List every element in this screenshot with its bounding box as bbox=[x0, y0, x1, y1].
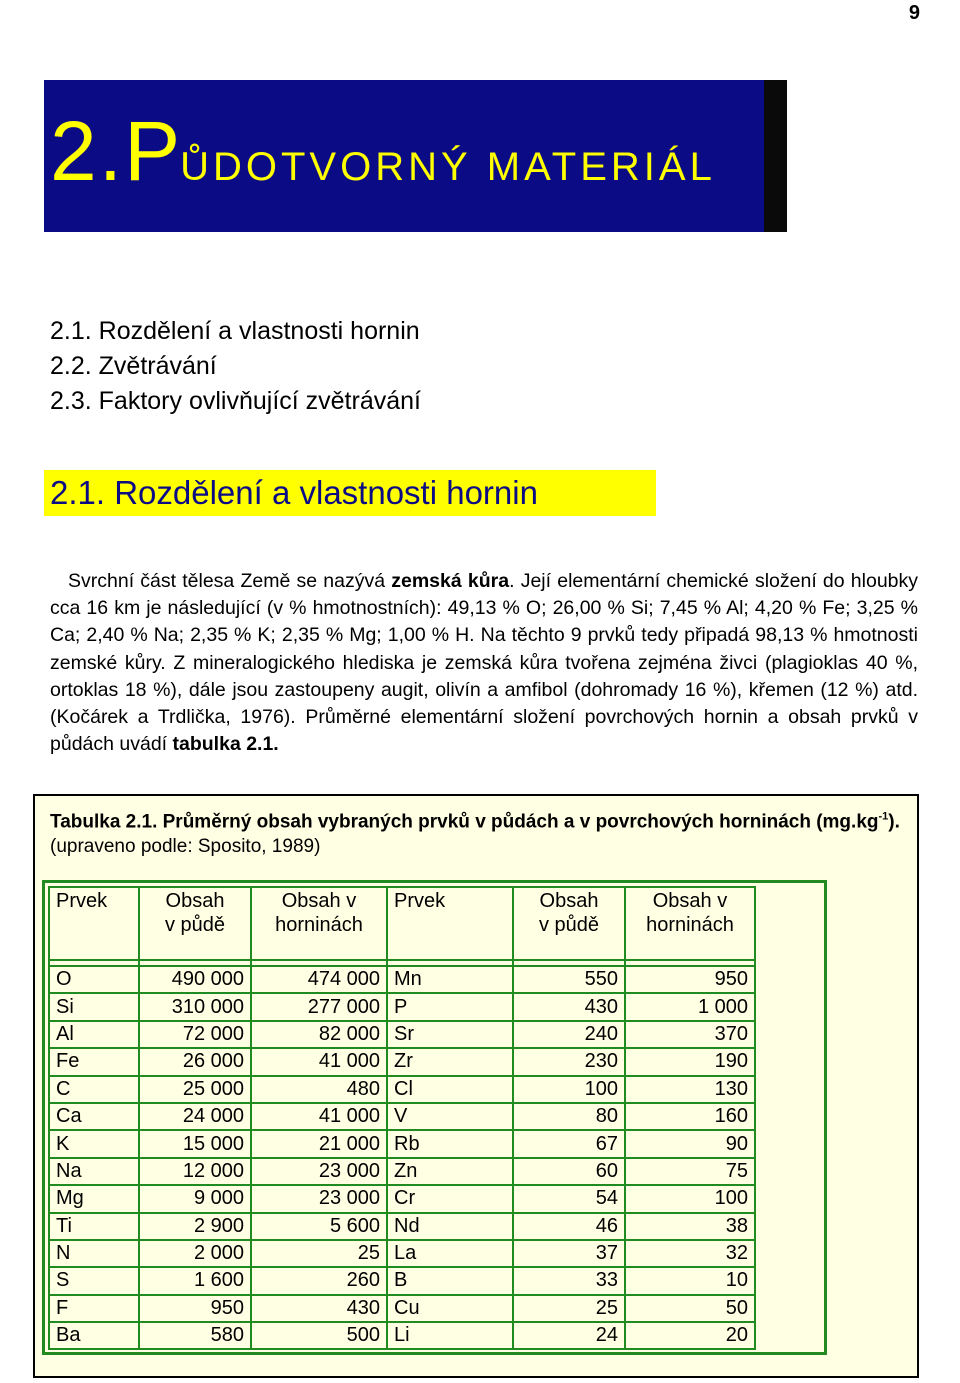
table-cell: 50 bbox=[625, 1295, 755, 1322]
table-cell: Nd bbox=[387, 1213, 513, 1240]
table-cell: 25 bbox=[251, 1240, 387, 1267]
table-cell: Al bbox=[49, 1021, 139, 1048]
table-cell: 37 bbox=[513, 1240, 625, 1267]
table-cell: 32 bbox=[625, 1240, 755, 1267]
table-header-row bbox=[49, 887, 755, 960]
table-cell: 500 bbox=[251, 1322, 387, 1349]
table-cell: 26 000 bbox=[139, 1048, 251, 1075]
table-cell: 67 bbox=[513, 1130, 625, 1157]
table-caption bbox=[50, 805, 910, 859]
table-cell: 90 bbox=[625, 1130, 755, 1157]
table-cell: 15 000 bbox=[139, 1130, 251, 1157]
table-cell: Ti bbox=[49, 1213, 139, 1240]
table-cell: 46 bbox=[513, 1213, 625, 1240]
table-cell: 9 000 bbox=[139, 1185, 251, 1212]
table-cell: B bbox=[387, 1267, 513, 1294]
header-cell bbox=[625, 887, 755, 960]
table-cell: Si bbox=[49, 993, 139, 1020]
table-cell: Mg bbox=[49, 1185, 139, 1212]
paragraph-text: Svrchní část tělesa Země se nazývá bbox=[68, 570, 392, 592]
table-cell: 60 bbox=[513, 1158, 625, 1185]
table-cell: 25 000 bbox=[139, 1076, 251, 1103]
table-cell: 190 bbox=[625, 1048, 755, 1075]
table-cell: 950 bbox=[625, 966, 755, 993]
table-cell: 310 000 bbox=[139, 993, 251, 1020]
table-cell: Ca bbox=[49, 1103, 139, 1130]
table-cell: 82 000 bbox=[251, 1021, 387, 1048]
table-cell: Rb bbox=[387, 1130, 513, 1157]
table-row bbox=[49, 1021, 755, 1048]
table-row bbox=[49, 1185, 755, 1212]
table-cell: Na bbox=[49, 1158, 139, 1185]
table-cell: 72 000 bbox=[139, 1021, 251, 1048]
table-cell: 1 600 bbox=[139, 1267, 251, 1294]
table-cell: 580 bbox=[139, 1322, 251, 1349]
table-cell: 41 000 bbox=[251, 1048, 387, 1075]
caption-bold-end: ). bbox=[888, 811, 900, 833]
table-row bbox=[49, 1322, 755, 1349]
table-cell: 24 bbox=[513, 1322, 625, 1349]
table-cell: 100 bbox=[625, 1185, 755, 1212]
table-cell: S bbox=[49, 1267, 139, 1294]
table-cell: P bbox=[387, 993, 513, 1020]
table-row bbox=[49, 1048, 755, 1075]
header-line: Obsah v bbox=[281, 890, 357, 912]
table-cell: 100 bbox=[513, 1076, 625, 1103]
table-row bbox=[49, 1076, 755, 1103]
header-cell bbox=[513, 887, 625, 960]
table-row bbox=[49, 1295, 755, 1322]
table-cell: La bbox=[387, 1240, 513, 1267]
header-cell: Prvek bbox=[387, 887, 513, 960]
table-cell: 33 bbox=[513, 1267, 625, 1294]
table-cell: 12 000 bbox=[139, 1158, 251, 1185]
table-cell: 277 000 bbox=[251, 993, 387, 1020]
paragraph-table-reference: tabulka 2.1. bbox=[172, 733, 279, 756]
table-cell: C bbox=[49, 1076, 139, 1103]
table-cell: 474 000 bbox=[251, 966, 387, 993]
table-cell: 240 bbox=[513, 1021, 625, 1048]
table-cell: Zn bbox=[387, 1158, 513, 1185]
table-of-contents bbox=[50, 314, 421, 419]
header-line: v půdě bbox=[538, 914, 600, 936]
table-cell: 75 bbox=[625, 1158, 755, 1185]
chapter-title-rest: ŮDOTVORNÝ MATERIÁL bbox=[180, 145, 716, 189]
toc-item: 2.1. Rozdělení a vlastnosti hornin bbox=[50, 317, 420, 345]
table-cell: 950 bbox=[139, 1295, 251, 1322]
table-cell: 41 000 bbox=[251, 1103, 387, 1130]
table-cell: O bbox=[49, 966, 139, 993]
table-cell: 230 bbox=[513, 1048, 625, 1075]
table-cell: 370 bbox=[625, 1021, 755, 1048]
table-cell: Cr bbox=[387, 1185, 513, 1212]
table-cell: 430 bbox=[513, 993, 625, 1020]
table-cell: K bbox=[49, 1130, 139, 1157]
table-cell: Sr bbox=[387, 1021, 513, 1048]
table-cell: 10 bbox=[625, 1267, 755, 1294]
table-cell: Li bbox=[387, 1322, 513, 1349]
header-line: Obsah v bbox=[652, 890, 728, 912]
caption-superscript: -1 bbox=[878, 811, 889, 823]
body-paragraph bbox=[50, 568, 918, 758]
table-cell: Fe bbox=[49, 1048, 139, 1075]
table-cell: 2 900 bbox=[139, 1213, 251, 1240]
paragraph-text: . Její elementární chemické složení do hloubky cca 16 km je následující (v % hmotnostních): 49,13 % O; 26,00 % Si; 7,45 % Al; 4,20 % Fe; 3,25 % Ca; 2,40 % Na; 2,35 % K; 2,35 % Mg; 1,00 % H. Na těchto 9 prvků tedy připadá 98,13 % hmotnosti zemské kůry. Z mineralogického hlediska je zemská kůra tvořena zejména živci (plagioklas 40 %, ortoklas 18 %), dále jsou zastoupeny augit, olivín a amfibol (dohromady 16 %), křemen (12 %) atd. (Kočárek a Trdlička, 1976). Průměrné elementární složení povrchových hornin a obsah prvků v půdách uvádí bbox=[50, 570, 919, 756]
toc-item: 2.2. Zvětrávání bbox=[50, 352, 217, 380]
table-row bbox=[49, 993, 755, 1020]
table-cell: 160 bbox=[625, 1103, 755, 1130]
section-heading: 2.1. Rozdělení a vlastnosti hornin bbox=[44, 470, 656, 516]
caption-bold: Tabulka 2.1. Průměrný obsah vybraných prvků v půdách a v povrchových horninách (mg.kg bbox=[50, 811, 879, 833]
table-row bbox=[49, 1240, 755, 1267]
caption-source: (upraveno podle: Sposito, 1989) bbox=[50, 836, 321, 858]
table-cell: 2 000 bbox=[139, 1240, 251, 1267]
table-cell: Mn bbox=[387, 966, 513, 993]
table-cell: 80 bbox=[513, 1103, 625, 1130]
header-line: horninách bbox=[646, 914, 734, 936]
toc-item: 2.3. Faktory ovlivňující zvětrávání bbox=[50, 387, 421, 415]
table-cell: 5 600 bbox=[251, 1213, 387, 1240]
table-cell: F bbox=[49, 1295, 139, 1322]
chapter-title bbox=[50, 103, 716, 200]
table-cell: Zr bbox=[387, 1048, 513, 1075]
header-cell: Prvek bbox=[49, 887, 139, 960]
header-line: horninách bbox=[275, 914, 363, 936]
table-cell: 550 bbox=[513, 966, 625, 993]
table-cell: 490 000 bbox=[139, 966, 251, 993]
table-cell: 20 bbox=[625, 1322, 755, 1349]
table-cell: 130 bbox=[625, 1076, 755, 1103]
table-cell: 430 bbox=[251, 1295, 387, 1322]
page-number: 9 bbox=[908, 2, 920, 24]
header-line: v půdě bbox=[164, 914, 226, 936]
table-row bbox=[49, 966, 755, 993]
table-cell: 21 000 bbox=[251, 1130, 387, 1157]
header-cell bbox=[139, 887, 251, 960]
table-cell: 24 000 bbox=[139, 1103, 251, 1130]
table-row bbox=[49, 1267, 755, 1294]
table-cell: Cl bbox=[387, 1076, 513, 1103]
chapter-title-initial: P bbox=[124, 104, 181, 198]
header-line: Obsah bbox=[539, 890, 599, 912]
chapter-banner-shadow bbox=[764, 80, 787, 232]
table-cell: V bbox=[387, 1103, 513, 1130]
table-cell: 1 000 bbox=[625, 993, 755, 1020]
table-row bbox=[49, 1158, 755, 1185]
table-cell: 480 bbox=[251, 1076, 387, 1103]
table-cell: 54 bbox=[513, 1185, 625, 1212]
table-cell: 23 000 bbox=[251, 1158, 387, 1185]
element-content-table bbox=[48, 886, 756, 1350]
paragraph-bold-term: zemská kůra bbox=[391, 570, 510, 592]
header-cell bbox=[251, 887, 387, 960]
header-line: Obsah bbox=[165, 890, 225, 912]
chapter-number: 2. bbox=[50, 104, 125, 198]
table-cell: Cu bbox=[387, 1295, 513, 1322]
table-cell: 25 bbox=[513, 1295, 625, 1322]
table-cell: Ba bbox=[49, 1322, 139, 1349]
table-cell: 38 bbox=[625, 1213, 755, 1240]
table-cell: 260 bbox=[251, 1267, 387, 1294]
table-row bbox=[49, 1213, 755, 1240]
table-cell: 23 000 bbox=[251, 1185, 387, 1212]
table-cell: N bbox=[49, 1240, 139, 1267]
table-row bbox=[49, 1103, 755, 1130]
table-row bbox=[49, 1130, 755, 1157]
